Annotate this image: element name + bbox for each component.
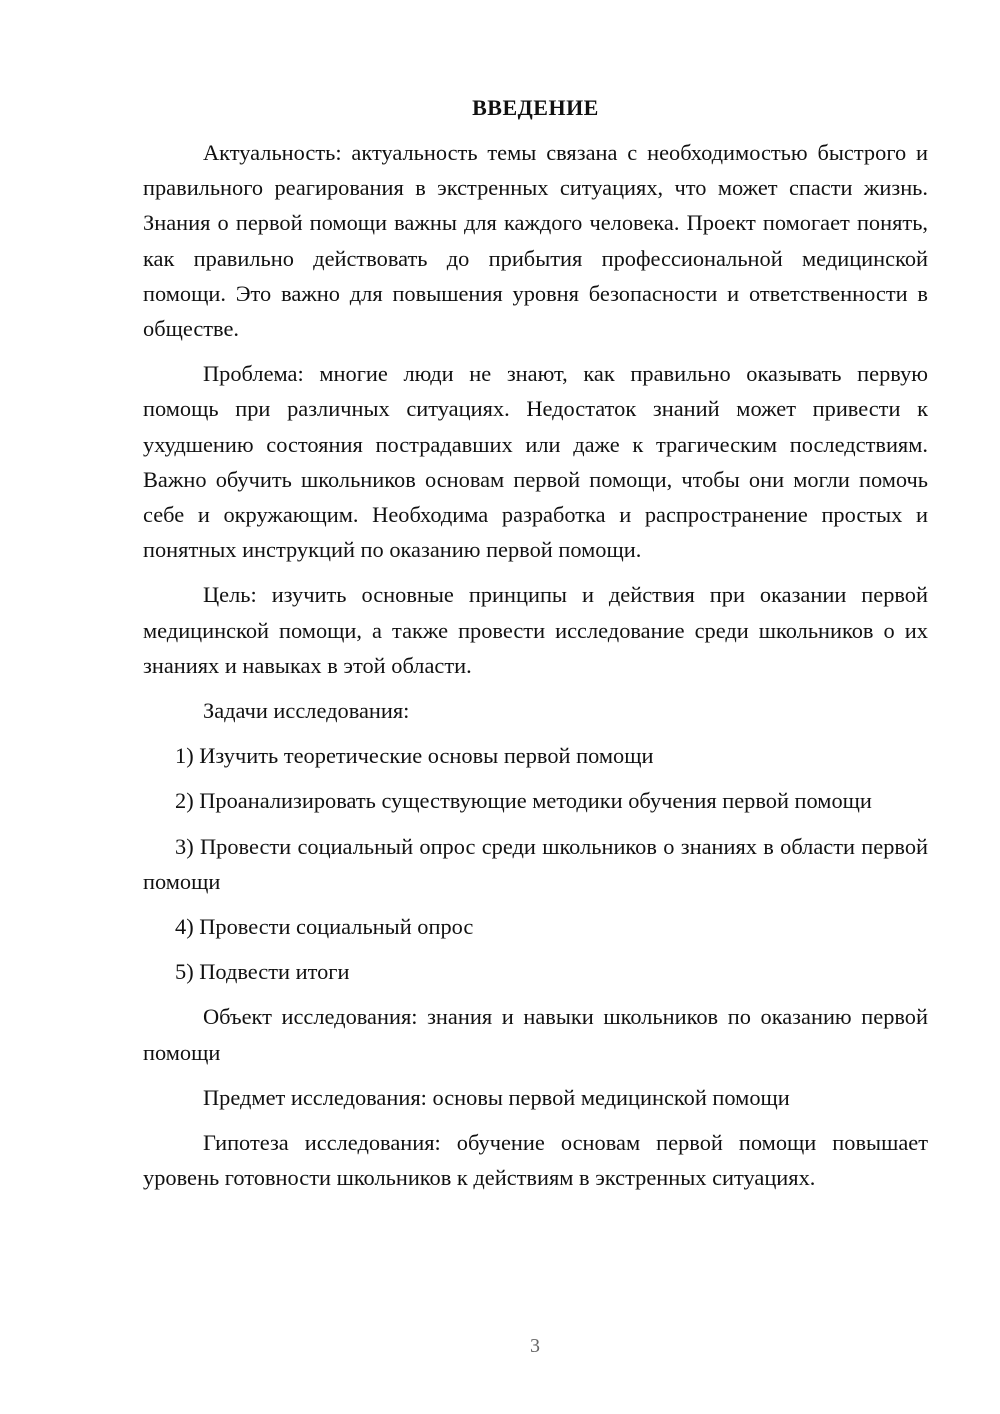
page-title: ВВЕДЕНИЕ	[472, 95, 599, 120]
goal-paragraph: Цель: изучить основные принципы и действия при оказании первой медицинской помощи, а также провести исследование среди школьников о их знаниях и навыках в этой области.	[143, 582, 928, 678]
object-paragraph: Объект исследования: знания и навыки школьников по оказанию первой помощи	[143, 1004, 928, 1065]
task-item-4: 4) Провести социальный опрос	[175, 914, 474, 940]
task-item-2: 2) Проанализировать существующие методики обучения первой помощи	[175, 788, 872, 814]
task-item-5: 5) Подвести итоги	[175, 959, 350, 985]
hypothesis-paragraph: Гипотеза исследования: обучение основам первой помощи повышает уровень готовности школьников к действиям в экстренных ситуациях.	[143, 1130, 928, 1191]
problem-paragraph: Проблема: многие люди не знают, как правильно оказывать первую помощь при различных ситуациях. Недостаток знаний может привести к ухудшению состояния пострадавших или даже к трагическим последствиям. Важно обучить школьников основам первой помощи, чтобы они могли помочь себе и окружающим. Необходима разработка и распространение простых и понятных инструкций по оказанию первой помощи.	[143, 361, 928, 563]
page-number: 3	[530, 1335, 540, 1357]
task-item-3: 3) Провести социальный опрос среди школьников о знаниях в области первой помощи	[143, 833, 928, 894]
tasks-title: Задачи исследования:	[203, 698, 410, 724]
relevance-paragraph: Актуальность: актуальность темы связана с необходимостью быстрого и правильного реагирования в экстренных ситуациях, что может спасти жизнь. Знания о первой помощи важны для каждого человека. Проект помогает понять, как правильно действовать до прибытия профессиональной медицинской помощи. Это важно для повышения уровня безопасности и ответственности в обществе.	[143, 140, 928, 342]
document-page	[143, 95, 928, 1205]
subject-paragraph: Предмет исследования: основы первой медицинской помощи	[203, 1084, 790, 1110]
task-item-1: 1) Изучить теоретические основы первой помощи	[175, 743, 654, 769]
